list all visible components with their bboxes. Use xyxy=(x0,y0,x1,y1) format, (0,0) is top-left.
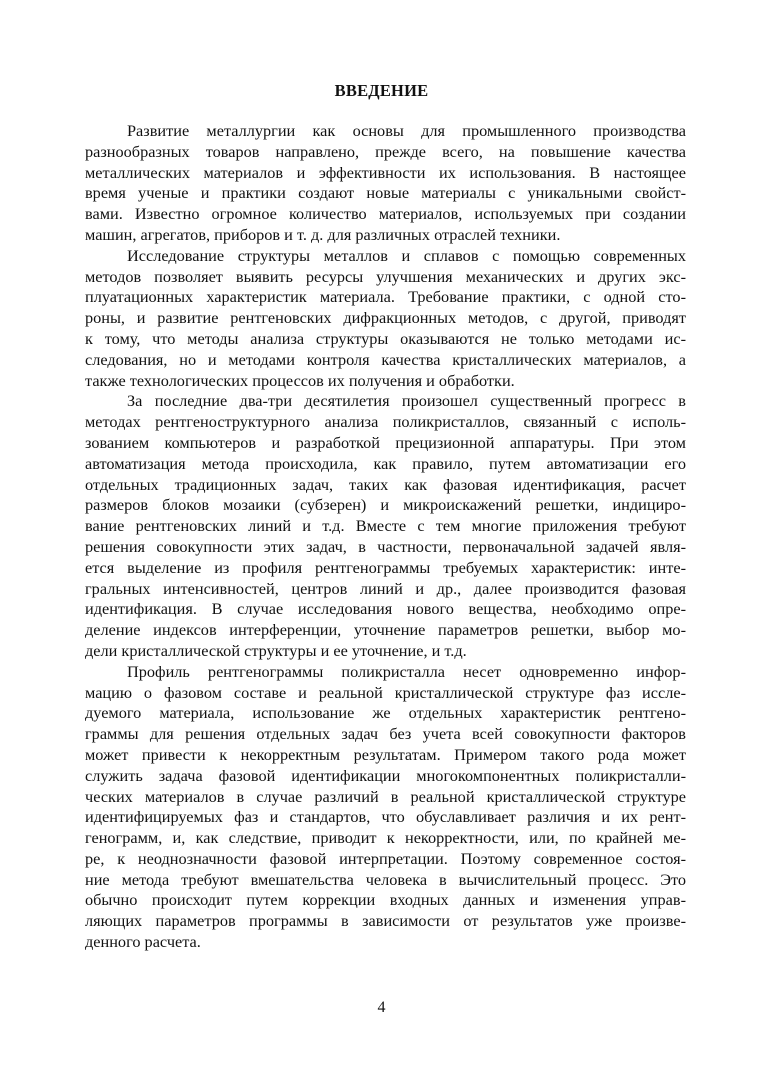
text-line: решения совокупности этих задач, в частности, первоначальной задачей явля- xyxy=(85,536,686,556)
text-line: Профиль рентгенограммы поликристалла несет одновременно инфор- xyxy=(127,661,686,681)
text-line: деление индексов интерференции, уточнение параметров решетки, выбор мо- xyxy=(85,620,686,640)
text-line: идентифицируемых фаз и стандартов, что обуславливает различия и их рент- xyxy=(85,807,686,827)
text-line: ется выделение из профиля рентгенограммы требуемых характеристик: инте- xyxy=(85,557,686,577)
text-line: вание рентгеновских линий и т.д. Вместе с тем многие приложения требуют xyxy=(85,516,686,536)
text-line: металлических материалов и эффективности их использования. В настоящее xyxy=(85,162,686,182)
text-line: размеров блоков мозаики (субзерен) и микроискажений решетки, индициро- xyxy=(85,495,686,515)
text-line: За последние два-три десятилетия произошел существенный прогресс в xyxy=(127,391,686,411)
text-line: методах рентгеноструктурного анализа поликристаллов, связанный с исполь- xyxy=(85,412,686,432)
text-line: к тому, что методы анализа структуры оказываются не только методами ис- xyxy=(85,328,686,348)
text-line: Исследование структуры металлов и сплавов с помощью современных xyxy=(127,245,686,265)
text-line: денного расчета. xyxy=(85,932,201,952)
text-line: время ученые и практики создают новые материалы с уникальными свойст- xyxy=(85,183,686,203)
text-line: плуатационных характеристик материала. Требование практики, с одной сто- xyxy=(85,287,686,307)
text-line: Развитие металлургии как основы для промышленного производства xyxy=(127,121,686,140)
text-line: ние метода требуют вмешательства человека в вычислительный процесс. Это xyxy=(85,869,686,889)
text-line: отдельных традиционных задач, таких как фазовая идентификация, расчет xyxy=(85,474,686,494)
text-line: мацию о фазовом составе и реальной кристаллической структуре фаз иссле- xyxy=(85,682,686,702)
text-line: граммы для решения отдельных задач без учета всей совокупности факторов xyxy=(85,724,686,744)
text-line: может привести к некорректным результатам. Примером такого рода может xyxy=(85,744,686,764)
text-line: также технологических процессов их получения и обработки. xyxy=(85,370,515,390)
text-line: автоматизация метода происходила, как правило, путем автоматизации его xyxy=(85,453,686,473)
paragraph-4 xyxy=(85,662,686,953)
text-line: разнообразных товаров направлено, прежде всего, на повышение качества xyxy=(85,141,686,161)
paragraph-2 xyxy=(85,246,686,392)
text-line: вами. Известно огромное количество материалов, используемых при создании xyxy=(85,204,686,224)
document-body xyxy=(85,121,686,953)
paragraph-1 xyxy=(85,121,686,246)
text-line: зованием компьютеров и разработкой прецизионной аппаратуры. При этом xyxy=(85,432,686,452)
text-line: гральных интенсивностей, центров линий и др., далее производится фазовая xyxy=(85,578,686,598)
text-line: машин, агрегатов, приборов и т. д. для различных отраслей техники. xyxy=(85,224,561,244)
text-line: роны, и развитие рентгеновских дифракционных методов, с другой, приводят xyxy=(85,308,686,328)
text-line: дели кристаллической структуры и ее уточнение, и т.д. xyxy=(85,640,467,660)
text-line: служить задача фазовой идентификации многокомпонентных поликристалли- xyxy=(85,765,686,785)
text-line: обычно происходит путем коррекции входных данных и изменения управ- xyxy=(85,890,686,910)
page-title: ВВЕДЕНИЕ xyxy=(334,81,429,100)
text-line: дуемого материала, использование же отдельных характеристик рентгено- xyxy=(85,703,686,723)
page-number: 4 xyxy=(377,999,386,1016)
text-line: методов позволяет выявить ресурсы улучшения механических и других экс- xyxy=(85,266,686,286)
text-line: ляющих параметров программы в зависимости от результатов уже произве- xyxy=(85,911,686,931)
text-line: генограмм, и, как следствие, приводит к некорректности, или, по крайней ме- xyxy=(85,828,686,848)
text-line: идентификация. В случае исследования нового вещества, необходимо опре- xyxy=(85,599,686,619)
text-line: ческих материалов в случае различий в реальной кристаллической структуре xyxy=(85,786,686,806)
text-line: следования, но и методами контроля качества кристаллических материалов, а xyxy=(85,349,686,369)
paragraph-3 xyxy=(85,391,686,661)
text-line: ре, к неоднозначности фазовой интерпретации. Поэтому современное состоя- xyxy=(85,848,686,868)
